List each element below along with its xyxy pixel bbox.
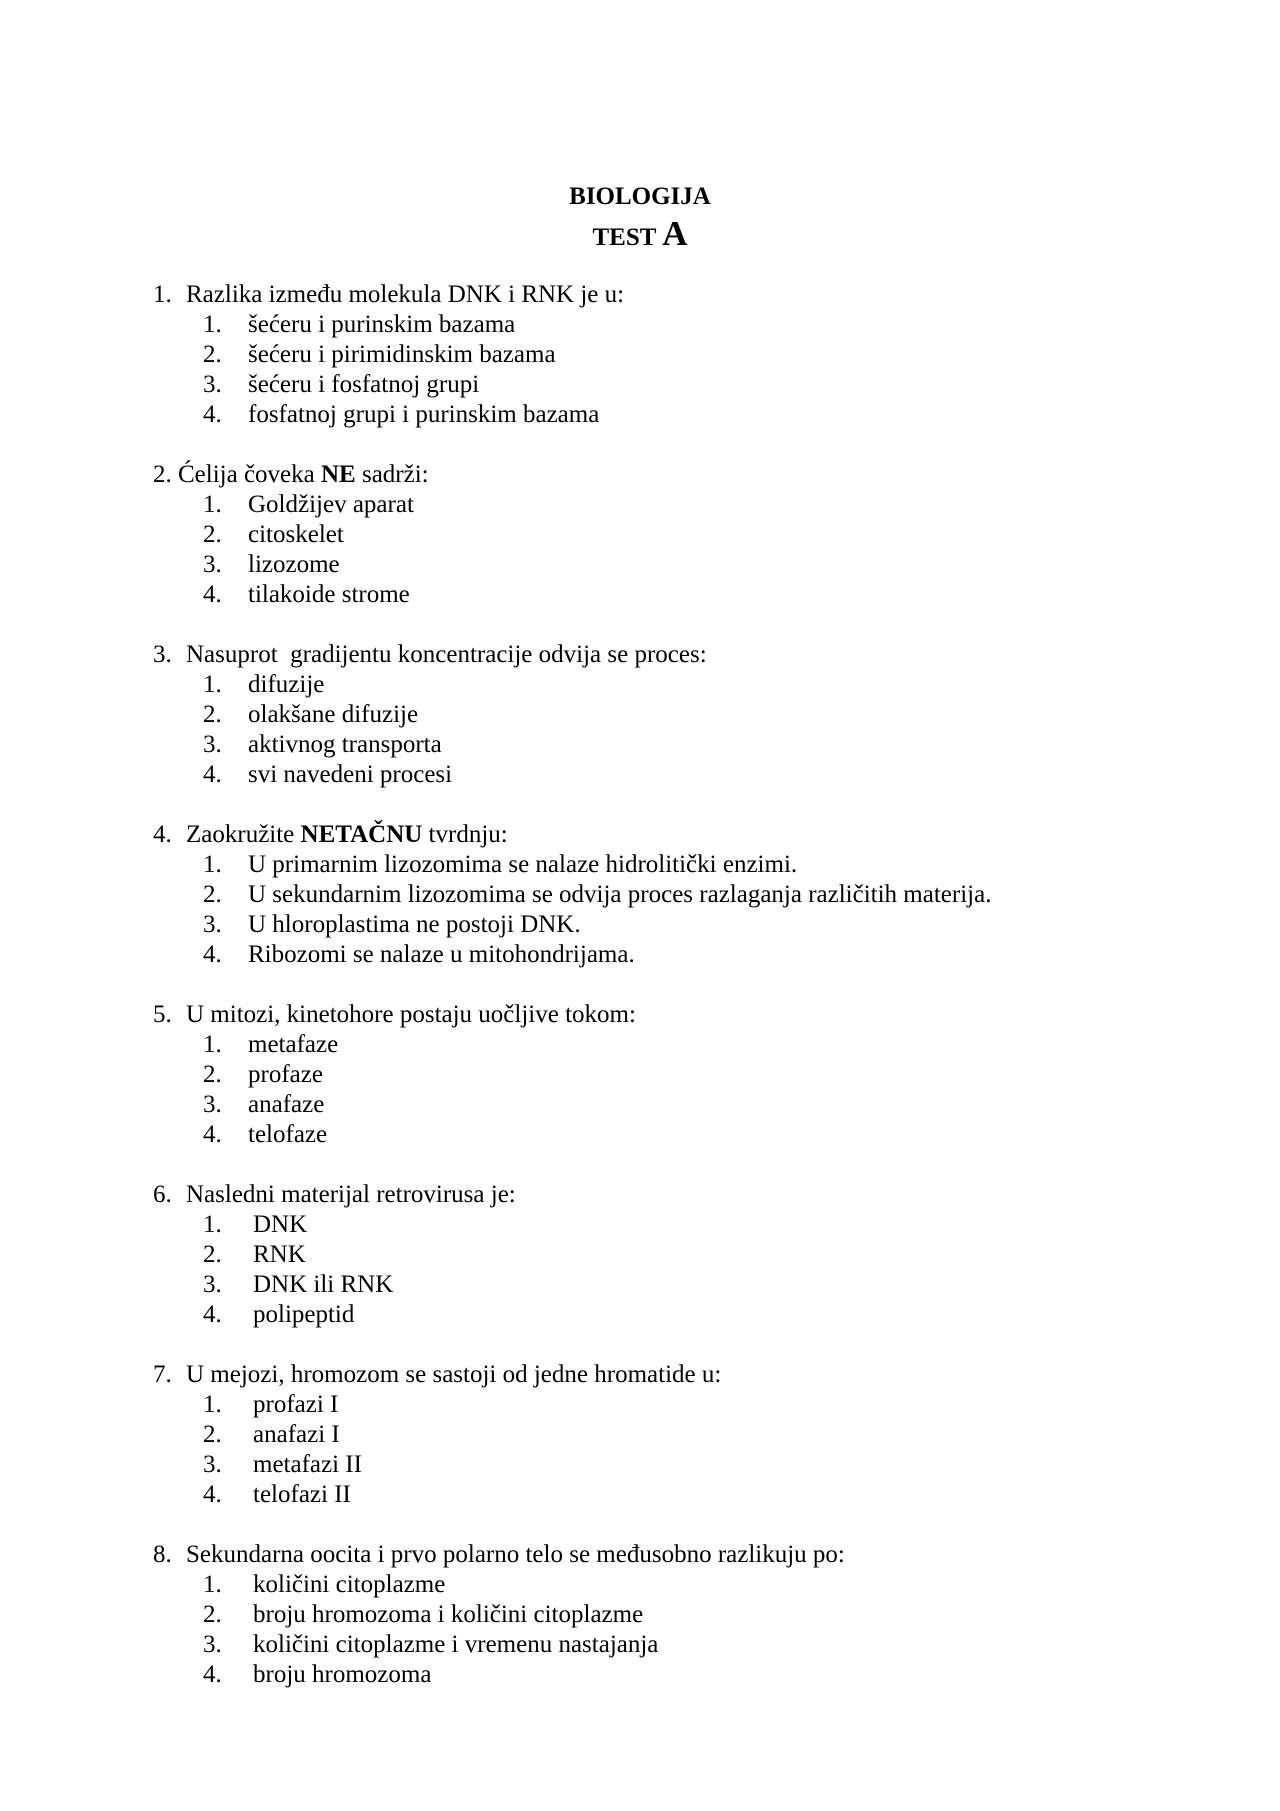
question-text-after: sadrži:: [355, 461, 429, 488]
question-number: 8.: [153, 1541, 172, 1568]
question-4: [153, 820, 1233, 970]
question-text: Razlika između molekula DNK i RNK je u:: [186, 281, 625, 308]
answer-option[interactable]: [153, 1270, 1233, 1300]
document-title: BIOLOGIJA: [569, 183, 711, 210]
answer-option[interactable]: [153, 730, 1233, 760]
answer-option[interactable]: [153, 1660, 1233, 1690]
option-number: 1.: [203, 851, 222, 878]
question-number: 5.: [153, 1001, 172, 1028]
option-number: 2.: [203, 1241, 222, 1268]
question-text: [186, 820, 508, 850]
option-text: profaze: [248, 1061, 323, 1088]
option-number: 3.: [203, 911, 222, 938]
option-number: 1.: [203, 1031, 222, 1058]
answer-option[interactable]: [153, 1630, 1233, 1660]
answer-options: [153, 1210, 1233, 1330]
option-number: 2.: [203, 1601, 222, 1628]
answer-option[interactable]: [153, 370, 1233, 400]
answer-option[interactable]: [153, 1210, 1233, 1240]
option-text: šećeru i fosfatnoj grupi: [248, 371, 480, 398]
answer-option[interactable]: [153, 1300, 1233, 1330]
answer-option[interactable]: [153, 1240, 1233, 1270]
option-text: lizozome: [248, 551, 340, 578]
option-number: 1.: [203, 311, 222, 338]
question-text-emphasis: NETAČNU: [300, 821, 423, 848]
answer-options: [153, 1030, 1233, 1150]
answer-option[interactable]: [153, 520, 1233, 550]
document-header: [0, 182, 1280, 260]
answer-option[interactable]: [153, 1120, 1233, 1150]
question-list: [153, 280, 1233, 1720]
question-text-before: Zaokružite: [186, 821, 301, 848]
option-text: metafazi II: [253, 1451, 362, 1478]
question-text-emphasis: NE: [321, 461, 356, 488]
answer-option[interactable]: [153, 1450, 1233, 1480]
option-text: telofaze: [248, 1121, 328, 1148]
answer-options: [153, 1570, 1233, 1690]
option-text: polipeptid: [253, 1301, 355, 1328]
option-number: 3.: [203, 1271, 222, 1298]
option-number: 1.: [203, 1391, 222, 1418]
option-text: U primarnim lizozomima se nalaze hidrolitički enzimi.: [248, 851, 798, 878]
answer-option[interactable]: [153, 1480, 1233, 1510]
question-number: 7.: [153, 1361, 172, 1388]
option-number: 1.: [203, 671, 222, 698]
question-text: U mejozi, hromozom se sastoji od jedne hromatide u:: [186, 1361, 722, 1388]
option-text: DNK: [253, 1211, 308, 1238]
option-number: 3.: [203, 1091, 222, 1118]
answer-option[interactable]: [153, 850, 1233, 880]
option-number: 4.: [203, 761, 222, 788]
option-number: 2.: [203, 1421, 222, 1448]
option-number: 3.: [203, 1631, 222, 1658]
answer-option[interactable]: [153, 910, 1233, 940]
question-stem: [153, 1000, 1233, 1030]
answer-option[interactable]: [153, 880, 1233, 910]
option-text: količini citoplazme i vremenu nastajanja: [253, 1631, 659, 1658]
answer-options: [153, 670, 1233, 790]
question-number: 1.: [153, 281, 172, 308]
option-number: 4.: [203, 1121, 222, 1148]
option-number: 3.: [203, 371, 222, 398]
question-stem: [153, 1180, 1233, 1210]
answer-option[interactable]: [153, 700, 1233, 730]
option-number: 1.: [203, 1211, 222, 1238]
option-text: šećeru i pirimidinskim bazama: [248, 341, 556, 368]
answer-option[interactable]: [153, 1060, 1233, 1090]
question-1: [153, 280, 1233, 430]
option-text: metafaze: [248, 1031, 339, 1058]
question-5: [153, 1000, 1233, 1150]
question-8: [153, 1540, 1233, 1690]
answer-options: [153, 1390, 1233, 1510]
option-text: šećeru i purinskim bazama: [248, 311, 516, 338]
option-number: 4.: [203, 1481, 222, 1508]
answer-options: [153, 310, 1233, 430]
answer-option[interactable]: [153, 490, 1233, 520]
question-text-after: tvrdnju:: [422, 821, 508, 848]
answer-option[interactable]: [153, 1030, 1233, 1060]
answer-options: [153, 490, 1233, 610]
question-stem: [153, 820, 1233, 850]
question-stem: [153, 1540, 1233, 1570]
question-2: [153, 460, 1233, 610]
question-text: Sekundarna oocita i prvo polarno telo se međusobno razlikuju po:: [186, 1541, 845, 1568]
option-number: 2.: [203, 341, 222, 368]
option-text: telofazi II: [253, 1481, 351, 1508]
option-text: profazi I: [253, 1391, 339, 1418]
question-text: Nasledni materijal retrovirusa je:: [186, 1181, 516, 1208]
option-text: broju hromozoma i količini citoplazme: [253, 1601, 644, 1628]
question-stem: [153, 640, 1233, 670]
option-number: 2.: [203, 881, 222, 908]
option-text: anafazi I: [253, 1421, 340, 1448]
answer-option[interactable]: [153, 580, 1233, 610]
question-text: Nasuprot gradijentu koncentracije odvija se proces:: [186, 641, 707, 668]
option-number: 3.: [203, 731, 222, 758]
question-stem: [153, 460, 1233, 490]
question-number: 2.: [153, 461, 172, 488]
option-text: svi navedeni procesi: [248, 761, 453, 788]
option-text: anafaze: [248, 1091, 325, 1118]
option-text: fosfatnoj grupi i purinskim bazama: [248, 401, 600, 428]
answer-option[interactable]: [153, 670, 1233, 700]
question-stem: [153, 280, 1233, 310]
test-label-prefix: TEST: [592, 224, 663, 251]
option-text: Goldžijev aparat: [248, 491, 414, 518]
question-number: 6.: [153, 1181, 172, 1208]
question-3: [153, 640, 1233, 790]
option-number: 2.: [203, 521, 222, 548]
option-text: količini citoplazme: [253, 1571, 446, 1598]
answer-option[interactable]: [153, 1570, 1233, 1600]
option-text: DNK ili RNK: [253, 1271, 394, 1298]
option-number: 4.: [203, 401, 222, 428]
question-text: U mitozi, kinetohore postaju uočljive tokom:: [186, 1001, 636, 1028]
answer-option[interactable]: [153, 310, 1233, 340]
question-6: [153, 1180, 1233, 1330]
option-text: tilakoide strome: [248, 581, 410, 608]
answer-option[interactable]: [153, 1420, 1233, 1450]
option-text: broju hromozoma: [253, 1661, 432, 1688]
answer-option[interactable]: [153, 400, 1233, 430]
answer-option[interactable]: [153, 1390, 1233, 1420]
answer-option[interactable]: [153, 340, 1233, 370]
option-text: difuzije: [248, 671, 325, 698]
question-7: [153, 1360, 1233, 1510]
option-text: olakšane difuzije: [248, 701, 419, 728]
question-stem: [153, 1360, 1233, 1390]
option-number: 4.: [203, 1661, 222, 1688]
option-text: U sekundarnim lizozomima se odvija proces razlaganja različitih materija.: [248, 881, 992, 908]
question-number: 3.: [153, 641, 172, 668]
option-text: citoskelet: [248, 521, 344, 548]
option-number: 4.: [203, 1301, 222, 1328]
answer-option[interactable]: [153, 1090, 1233, 1120]
answer-option[interactable]: [153, 760, 1233, 790]
option-number: 1.: [203, 491, 222, 518]
answer-option[interactable]: [153, 1600, 1233, 1630]
option-number: 1.: [203, 1571, 222, 1598]
test-variant-letter: A: [662, 214, 688, 253]
question-number: 4.: [153, 821, 172, 848]
option-text: U hloroplastima ne postoji DNK.: [248, 911, 581, 938]
option-number: 2.: [203, 701, 222, 728]
option-number: 3.: [203, 1451, 222, 1478]
option-number: 2.: [203, 1061, 222, 1088]
option-text: aktivnog transporta: [248, 731, 442, 758]
option-number: 4.: [203, 581, 222, 608]
question-text: [178, 460, 429, 490]
option-text: Ribozomi se nalaze u mitohondrijama.: [248, 941, 635, 968]
option-number: 3.: [203, 551, 222, 578]
option-text: RNK: [253, 1241, 306, 1268]
answer-options: [153, 850, 1233, 970]
question-text-before: Ćelija čoveka: [178, 461, 321, 488]
test-label: [0, 212, 1280, 260]
answer-option[interactable]: [153, 550, 1233, 580]
option-number: 4.: [203, 941, 222, 968]
answer-option[interactable]: [153, 940, 1233, 970]
